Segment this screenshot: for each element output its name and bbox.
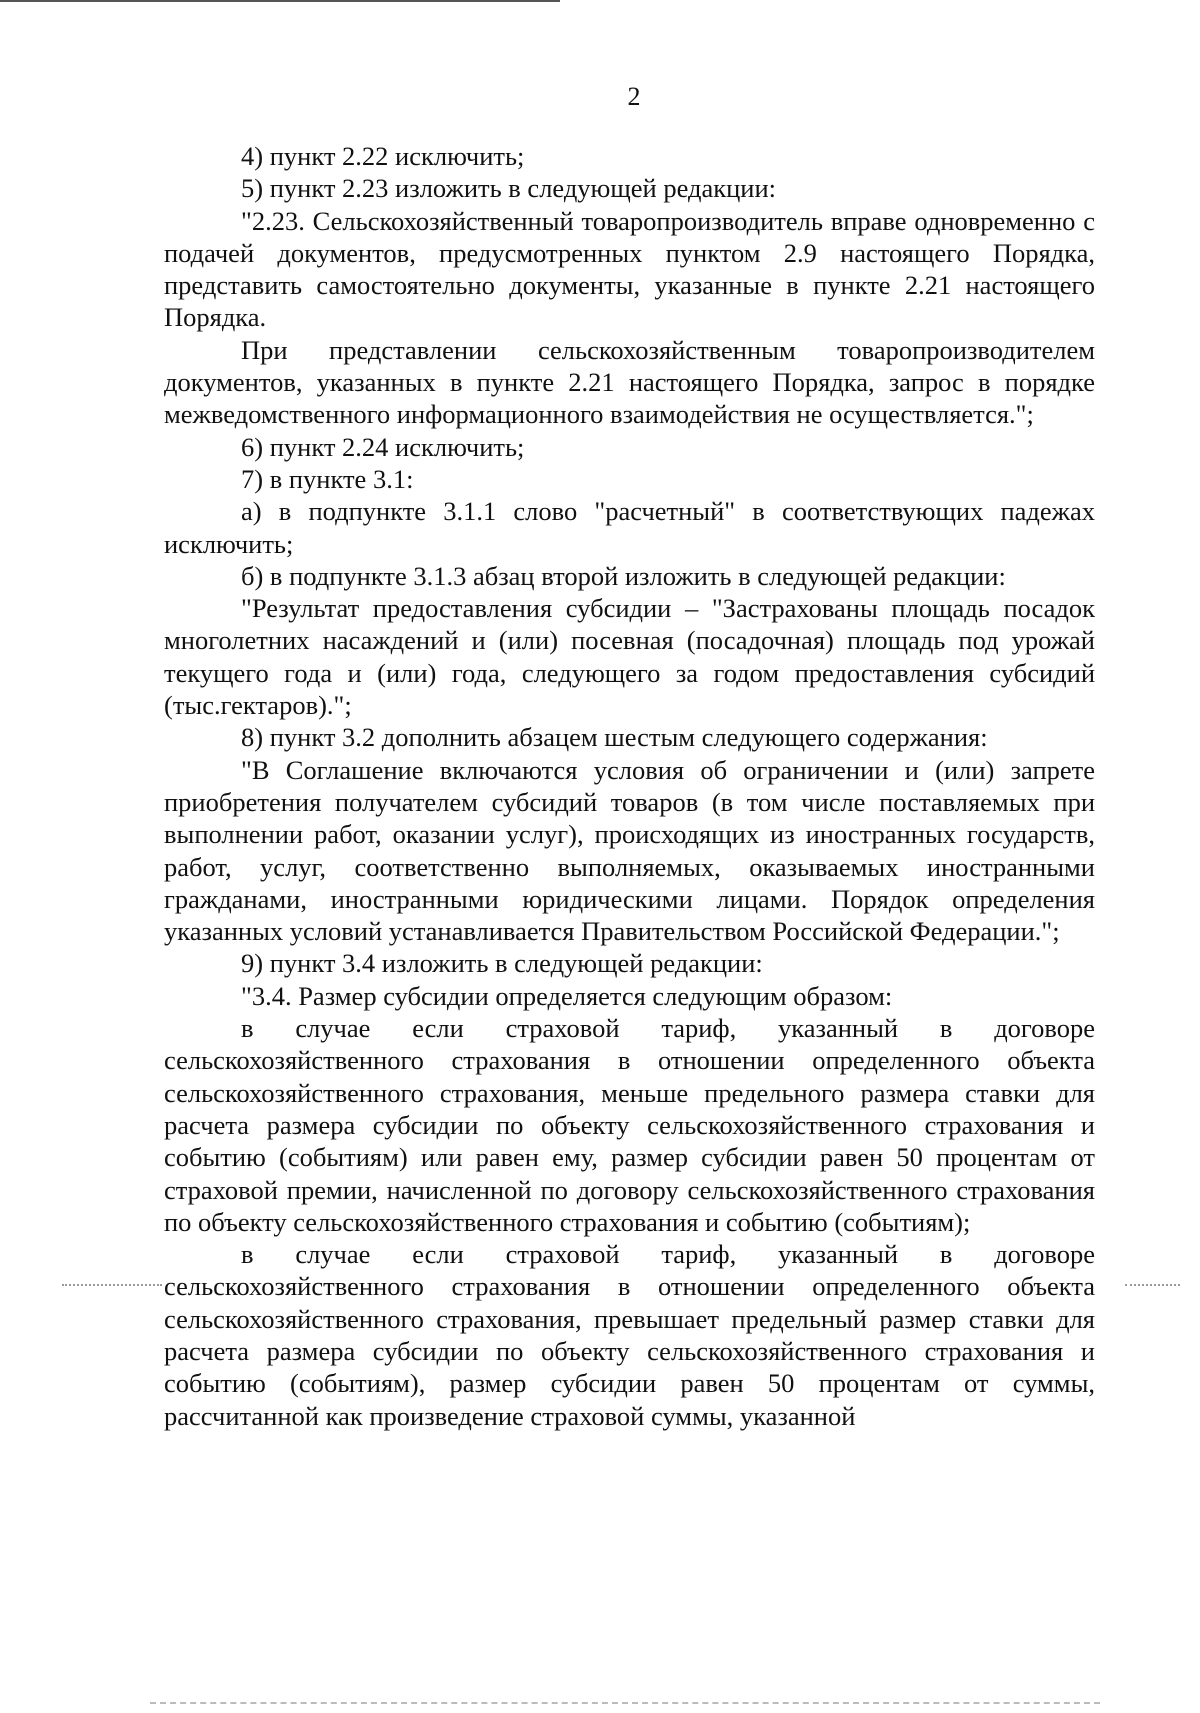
document-body: [164, 140, 1095, 1432]
paragraph: а) в подпункте 3.1.1 слово "расчетный" в соответствующих падежах исключить;: [164, 496, 1095, 559]
paragraph: 5) пункт 2.23 изложить в следующей редакции:: [241, 173, 777, 204]
paragraph: "Результат предоставления субсидии – "Застрахованы площадь посадок многолетних насаждений и (или) посевная (посадочная) площадь под урожай текущего года и (или) года, следующего за годом предоставления субсидий (тыс.гектаров).";: [164, 593, 1095, 721]
paragraph: 9) пункт 3.4 изложить в следующей редакции:: [241, 948, 763, 979]
paragraph: 7) в пункте 3.1:: [241, 463, 414, 494]
scan-edge-line: [0, 0, 560, 2]
paragraph: "3.4. Размер субсидии определяется следующим образом:: [241, 980, 893, 1011]
paragraph: в случае если страховой тариф, указанный в договоре сельскохозяйственного страхования в отношении определенного объекта сельскохозяйственного страхования, превышает предельный размер ставки для расчета размера субсидии по объекту сельскохозяйственного страхования и событию (событиям), размер субсидии равен 50 процентам от суммы, рассчитанной как произведение страховой суммы, указанной: [164, 1239, 1095, 1431]
scan-artifact-right: [1125, 1284, 1180, 1286]
paragraph: "2.23. Сельскохозяйственный товаропроизводитель вправе одновременно с подачей документов, предусмотренных пунктом 2.9 настоящего Порядка, представить самостоятельно документы, указанные в пункте 2.21 настоящего Порядка.: [164, 205, 1095, 333]
paragraph: б) в подпункте 3.1.3 абзац второй изложить в следующей редакции:: [241, 560, 1006, 591]
paragraph: 4) пункт 2.22 исключить;: [241, 141, 525, 171]
scan-artifact-bottom: [150, 1702, 1100, 1704]
paragraph: "В Соглашение включаются условия об ограничении и (или) запрете приобретения получателем субсидий товаров (в том числе поставляемых при выполнении работ, оказании услуг), происходящих из иностранных государств, работ, услуг, соответственно выполняемых, оказываемых иностранными гражданами, иностранными юридическими лицами. Порядок определения указанных условий устанавливается Правительством Российской Федерации.";: [164, 754, 1095, 947]
paragraph: 8) пункт 3.2 дополнить абзацем шестым следующего содержания:: [241, 722, 988, 753]
paragraph: в случае если страховой тариф, указанный в договоре сельскохозяйственного страхования в отношении определенного объекта сельскохозяйственного страхования, меньше предельного размера ставки для расчета размера субсидии по объекту сельскохозяйственного страхования и событию (событиям) или равен ему, размер субсидии равен 50 процентам от страховой премии, начисленной по договору сельскохозяйственного страхования по объекту сельскохозяйственного страхования и событию (событиям);: [164, 1013, 1095, 1237]
paragraph: 6) пункт 2.24 исключить;: [241, 431, 525, 462]
scan-artifact-left: [62, 1284, 162, 1286]
page-number: 2: [627, 82, 641, 111]
paragraph: При представлении сельскохозяйственным товаропроизводителем документов, указанных в пункте 2.21 настоящего Порядка, запрос в порядке межведомственного информационного взаимодействия не осуществляется.";: [164, 334, 1095, 430]
